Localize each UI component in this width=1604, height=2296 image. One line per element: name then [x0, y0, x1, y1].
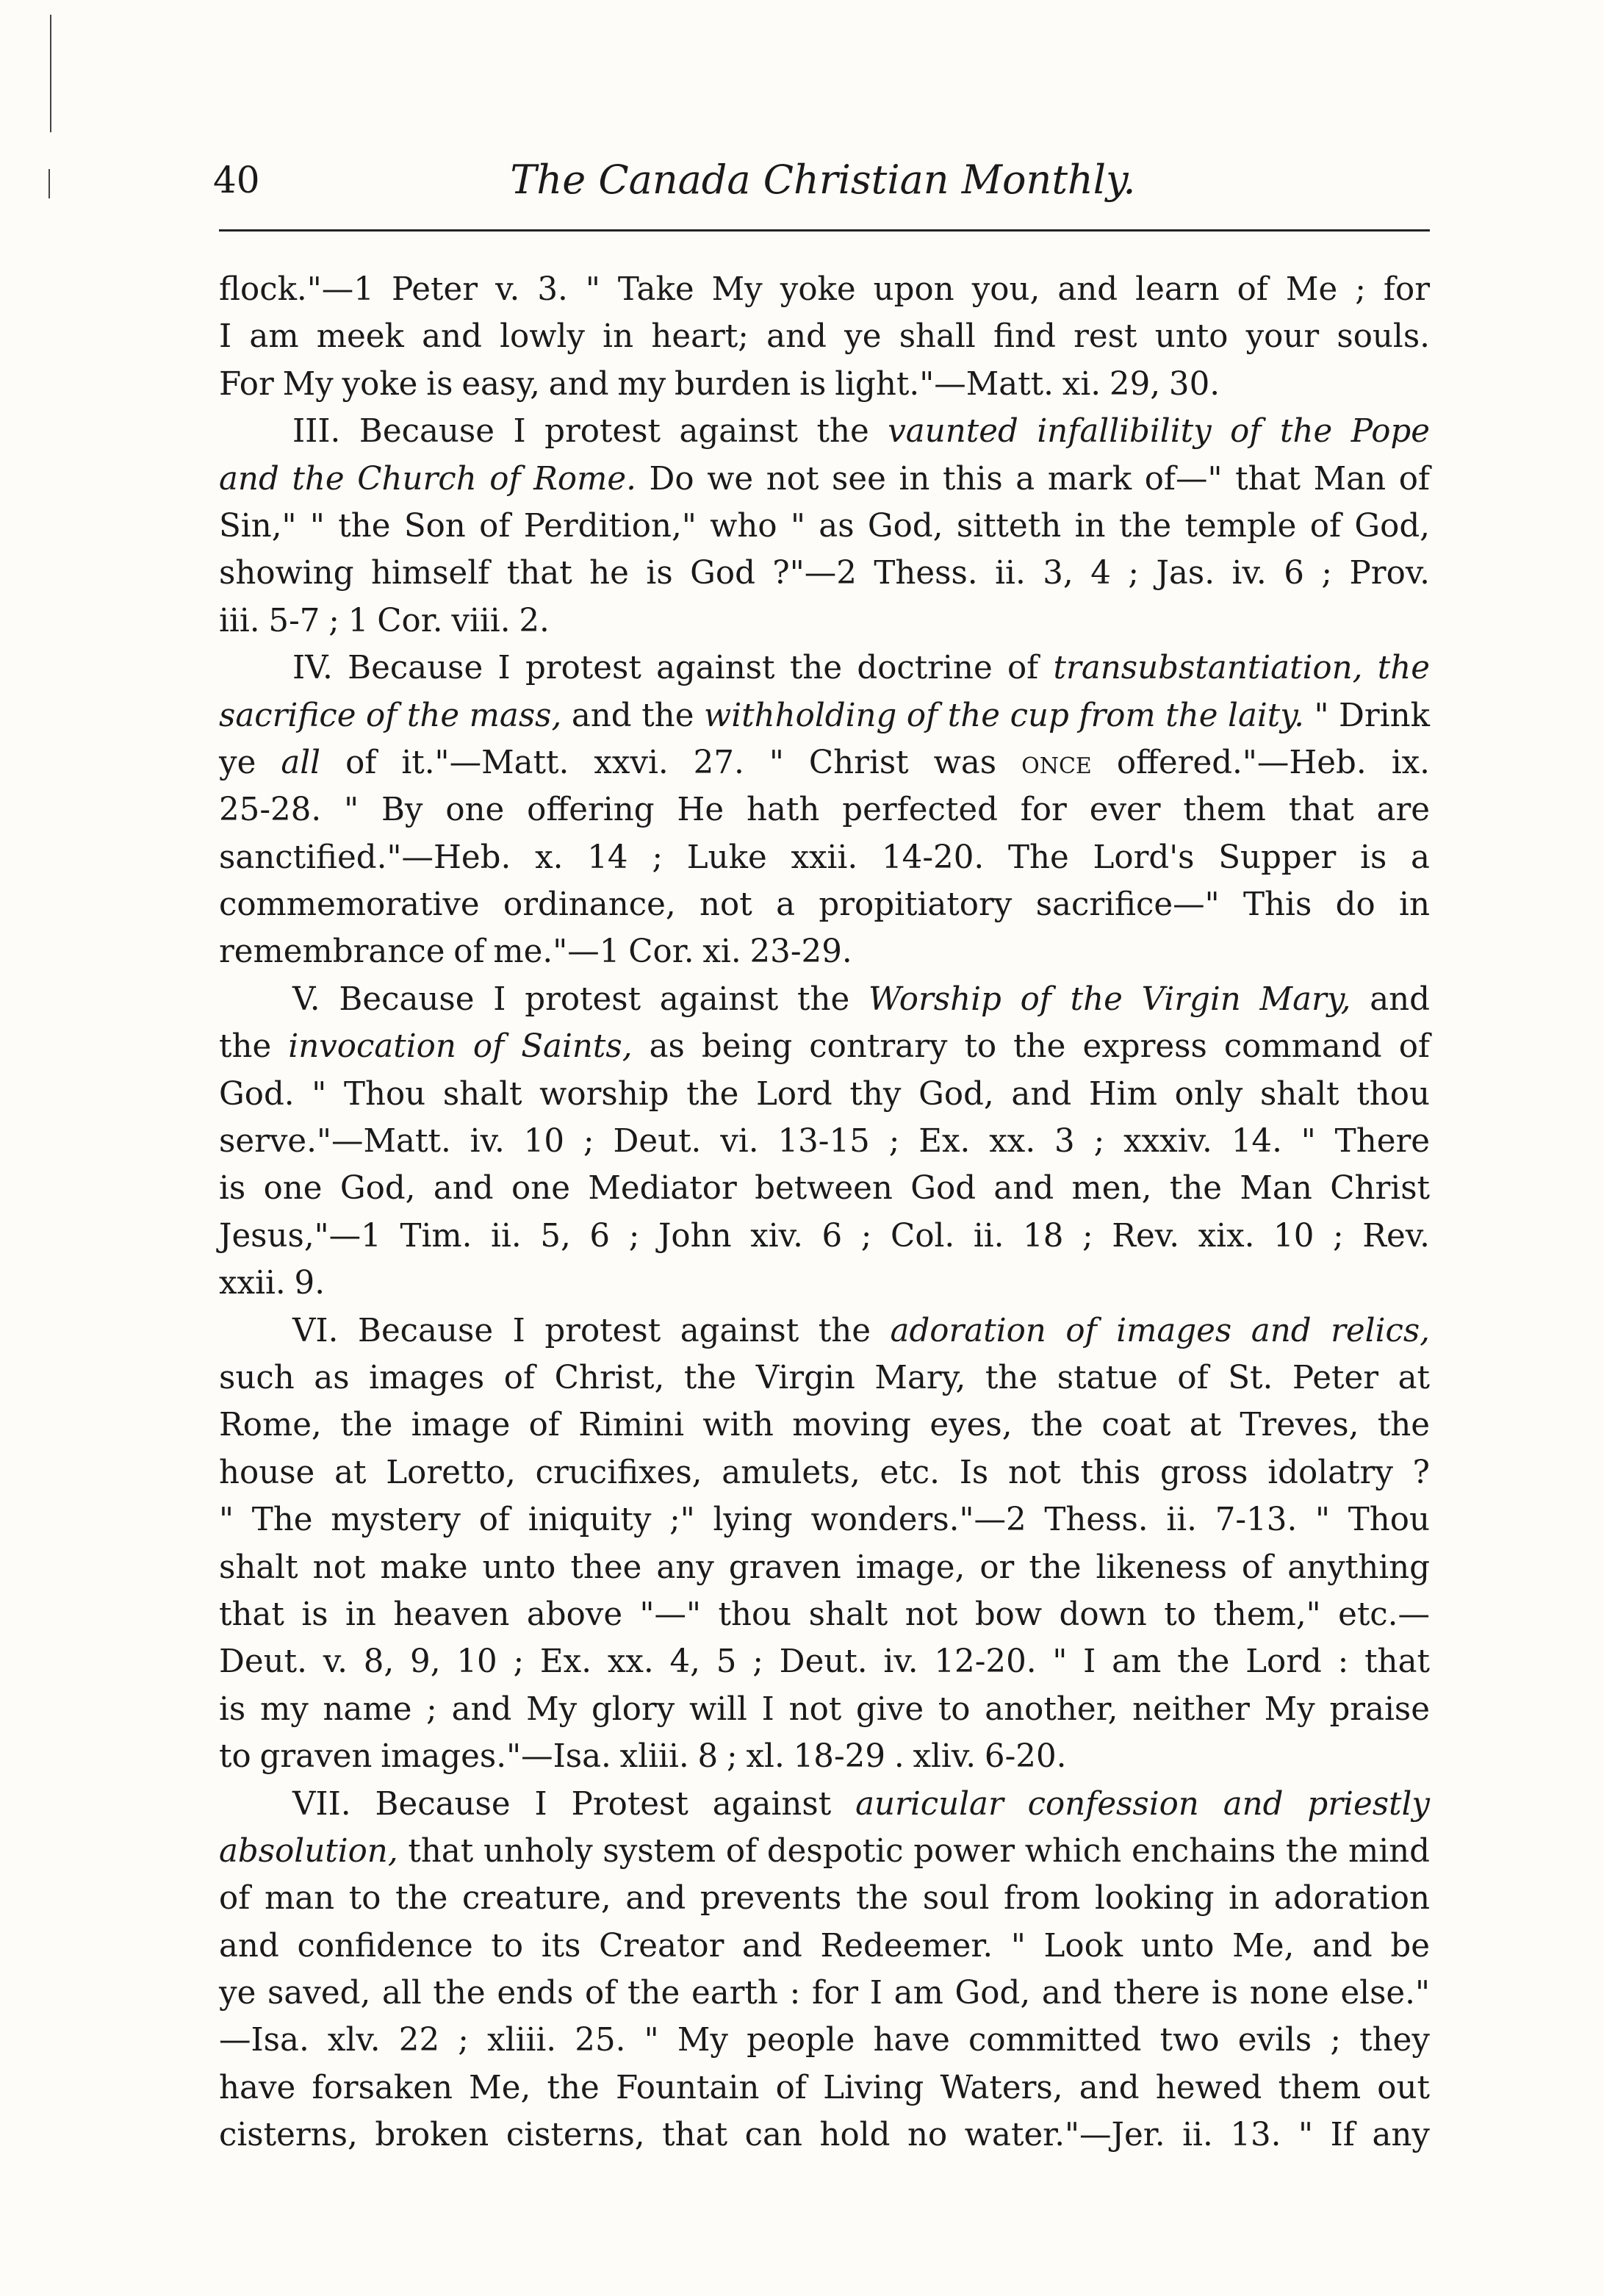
text-line: [219, 1686, 1430, 1733]
text-run: shalt not make unto thee any graven image, or the likeness of anything: [219, 1549, 1430, 1586]
text-run: house at Loretto, crucifixes, amulets, etc. Is not this gross idolatry ?: [219, 1454, 1430, 1491]
text-run: remembrance of me."—1 Cor. xi. 23-29.: [219, 933, 852, 971]
text-line: [219, 1544, 1430, 1591]
text-run: Do we not see in this a mark of—" that Man of: [636, 460, 1431, 498]
italic-run: vaunted infallibility of the Pope: [888, 413, 1430, 451]
text-run: IV. Because I protest against the doctrine of: [292, 650, 1054, 687]
header-rule: [219, 229, 1430, 232]
page-number: 40: [213, 159, 260, 201]
text-run: VI. Because I protest against the: [292, 1312, 891, 1349]
text-line: [219, 313, 1430, 360]
text-run: and confidence to its Creator and Redeemer. " Look unto Me, and be: [219, 1927, 1430, 1965]
italic-run: all: [281, 744, 321, 781]
text-run: of it."—Matt. xxvi. 27. " Christ was: [320, 744, 1022, 781]
text-line: [219, 1118, 1430, 1165]
text-line: [219, 1260, 1430, 1307]
text-line: [219, 739, 1430, 786]
text-run: 25-28. " By one offering He hath perfected for ever them that are: [219, 792, 1430, 829]
text-run: For My yoke is easy, and my burden is light."—Matt. xi. 29, 30.: [219, 365, 1220, 403]
text-line: [219, 1355, 1430, 1402]
text-line: [219, 361, 1430, 408]
text-line: [219, 1402, 1430, 1449]
text-line: [219, 1213, 1430, 1260]
text-line: [219, 266, 1430, 313]
text-line: [219, 598, 1430, 645]
text-run: " The mystery of iniquity ;" lying wonders."—2 Thess. ii. 7-13. " Thou: [219, 1502, 1430, 1539]
text-run: sanctified."—Heb. x. 14 ; Luke xxii. 14-20. The Lord's Supper is a: [219, 839, 1430, 876]
italic-run: withholding of the cup from the laity.: [704, 697, 1304, 734]
text-run: ye: [219, 744, 281, 781]
text-run: Sin," " the Son of Perdition," who " as God, sitteth in the temple of God,: [219, 507, 1430, 545]
margin-line-mid: [48, 169, 50, 198]
text-line: [219, 1923, 1430, 1970]
text-run: offered."—Heb. ix.: [1091, 744, 1430, 781]
text-line: [219, 1023, 1430, 1070]
text-run: VII. Because I Protest against: [292, 1785, 856, 1823]
text-line: [219, 550, 1430, 597]
text-run: the: [219, 1028, 289, 1066]
text-run: Deut. v. 8, 9, 10 ; Ex. xx. 4, 5 ; Deut. iv. 12-20. " I am the Lord : that: [219, 1643, 1430, 1681]
italic-run: auricular confession and priestly: [855, 1785, 1430, 1823]
text-line: [219, 408, 1430, 455]
text-line: [219, 1875, 1430, 1922]
text-run: I am meek and lowly in heart; and ye shall find rest unto your souls.: [219, 318, 1430, 356]
page-header: [213, 151, 1433, 209]
text-run: commemorative ordinance, not a propitiatory sacrifice—" This do in: [219, 886, 1430, 924]
text-run: God. " Thou shalt worship the Lord thy God, and Him only shalt thou: [219, 1075, 1430, 1113]
italic-run: adoration of images and relics,: [890, 1312, 1430, 1349]
text-line: [219, 1165, 1430, 1212]
text-line: [219, 834, 1430, 881]
text-run: of man to the creature, and prevents the soul from looking in adoration: [219, 1880, 1430, 1917]
text-run: " Drink: [1303, 697, 1430, 734]
text-run: that unholy system of despotic power which enchains the mind: [398, 1832, 1430, 1870]
text-line: [219, 2112, 1430, 2159]
text-run: iii. 5-7 ; 1 Cor. viii. 2.: [219, 602, 550, 639]
text-line: [219, 976, 1430, 1023]
text-run: ye saved, all the ends of the earth : for I am God, and there is none else.": [219, 1975, 1430, 2012]
text-run: is one God, and one Mediator between God and men, the Man Christ: [219, 1170, 1430, 1208]
text-line: [219, 1307, 1430, 1355]
text-line: [219, 1449, 1430, 1496]
text-line: [219, 1970, 1430, 2017]
running-title: The Canada Christian Monthly.: [510, 157, 1136, 203]
article-body: [219, 266, 1430, 2159]
text-run: —Isa. xlv. 22 ; xliii. 25. " My people have committed two evils ; they: [219, 2022, 1430, 2059]
text-line: [219, 1071, 1430, 1118]
text-run: cisterns, broken cisterns, that can hold no water."—Jer. ii. 13. " If any: [219, 2117, 1430, 2154]
text-run: III. Because I protest against the: [292, 413, 888, 451]
italic-run: and the Church of Rome.: [219, 460, 636, 498]
text-line: [219, 1733, 1430, 1780]
text-run: that is in heaven above "—" thou shalt not bow down to them," etc.—: [219, 1596, 1430, 1633]
text-line: [219, 692, 1430, 739]
text-line: [219, 503, 1430, 550]
italic-run: Worship of the Virgin Mary,: [868, 980, 1351, 1018]
text-line: [219, 1781, 1430, 1828]
text-line: [219, 786, 1430, 833]
text-run: Jesus,"—1 Tim. ii. 5, 6 ; John xiv. 6 ; Col. ii. 18 ; Rev. xix. 10 ; Rev.: [219, 1217, 1430, 1255]
text-run: showing himself that he is God ?"—2 Thess. ii. 3, 4 ; Jas. iv. 6 ; Prov.: [219, 555, 1430, 592]
italic-run: absolution,: [219, 1832, 398, 1870]
text-run: flock."—1 Peter v. 3. " Take My yoke upon you, and learn of Me ; for: [219, 271, 1430, 308]
text-run: xxii. 9.: [219, 1265, 326, 1302]
text-line: [219, 1496, 1430, 1543]
text-line: [219, 2017, 1430, 2064]
text-run: as being contrary to the express command of: [632, 1028, 1430, 1066]
text-line: [219, 456, 1430, 503]
text-run: serve."—Matt. iv. 10 ; Deut. vi. 13-15 ; Ex. xx. 3 ; xxxiv. 14. " There: [219, 1123, 1430, 1160]
italic-run: sacrifice of the mass,: [219, 697, 562, 734]
text-line: [219, 2064, 1430, 2112]
text-run: and the: [561, 697, 704, 734]
text-line: [219, 1828, 1430, 1875]
text-run: and: [1351, 980, 1431, 1018]
italic-run: transubstantiation, the: [1053, 650, 1430, 687]
text-run: V. Because I protest against the: [292, 980, 869, 1018]
text-run: to graven images."—Isa. xliii. 8 ; xl. 18-29 . xliv. 6-20.: [219, 1738, 1067, 1776]
text-run: Rome, the image of Rimini with moving eyes, the coat at Treves, the: [219, 1407, 1430, 1444]
text-line: [219, 928, 1430, 975]
italic-run: invocation of Saints,: [288, 1028, 633, 1066]
text-line: [219, 645, 1430, 692]
margin-line-top: [50, 15, 51, 132]
text-run: have forsaken Me, the Fountain of Living Waters, and hewed them out: [219, 2069, 1430, 2106]
small-caps-run: once: [1021, 744, 1092, 781]
text-line: [219, 1591, 1430, 1638]
text-run: such as images of Christ, the Virgin Mary, the statue of St. Peter at: [219, 1359, 1430, 1396]
text-run: is my name ; and My glory will I not give to another, neither My praise: [219, 1690, 1430, 1728]
text-line: [219, 1638, 1430, 1685]
text-line: [219, 881, 1430, 928]
